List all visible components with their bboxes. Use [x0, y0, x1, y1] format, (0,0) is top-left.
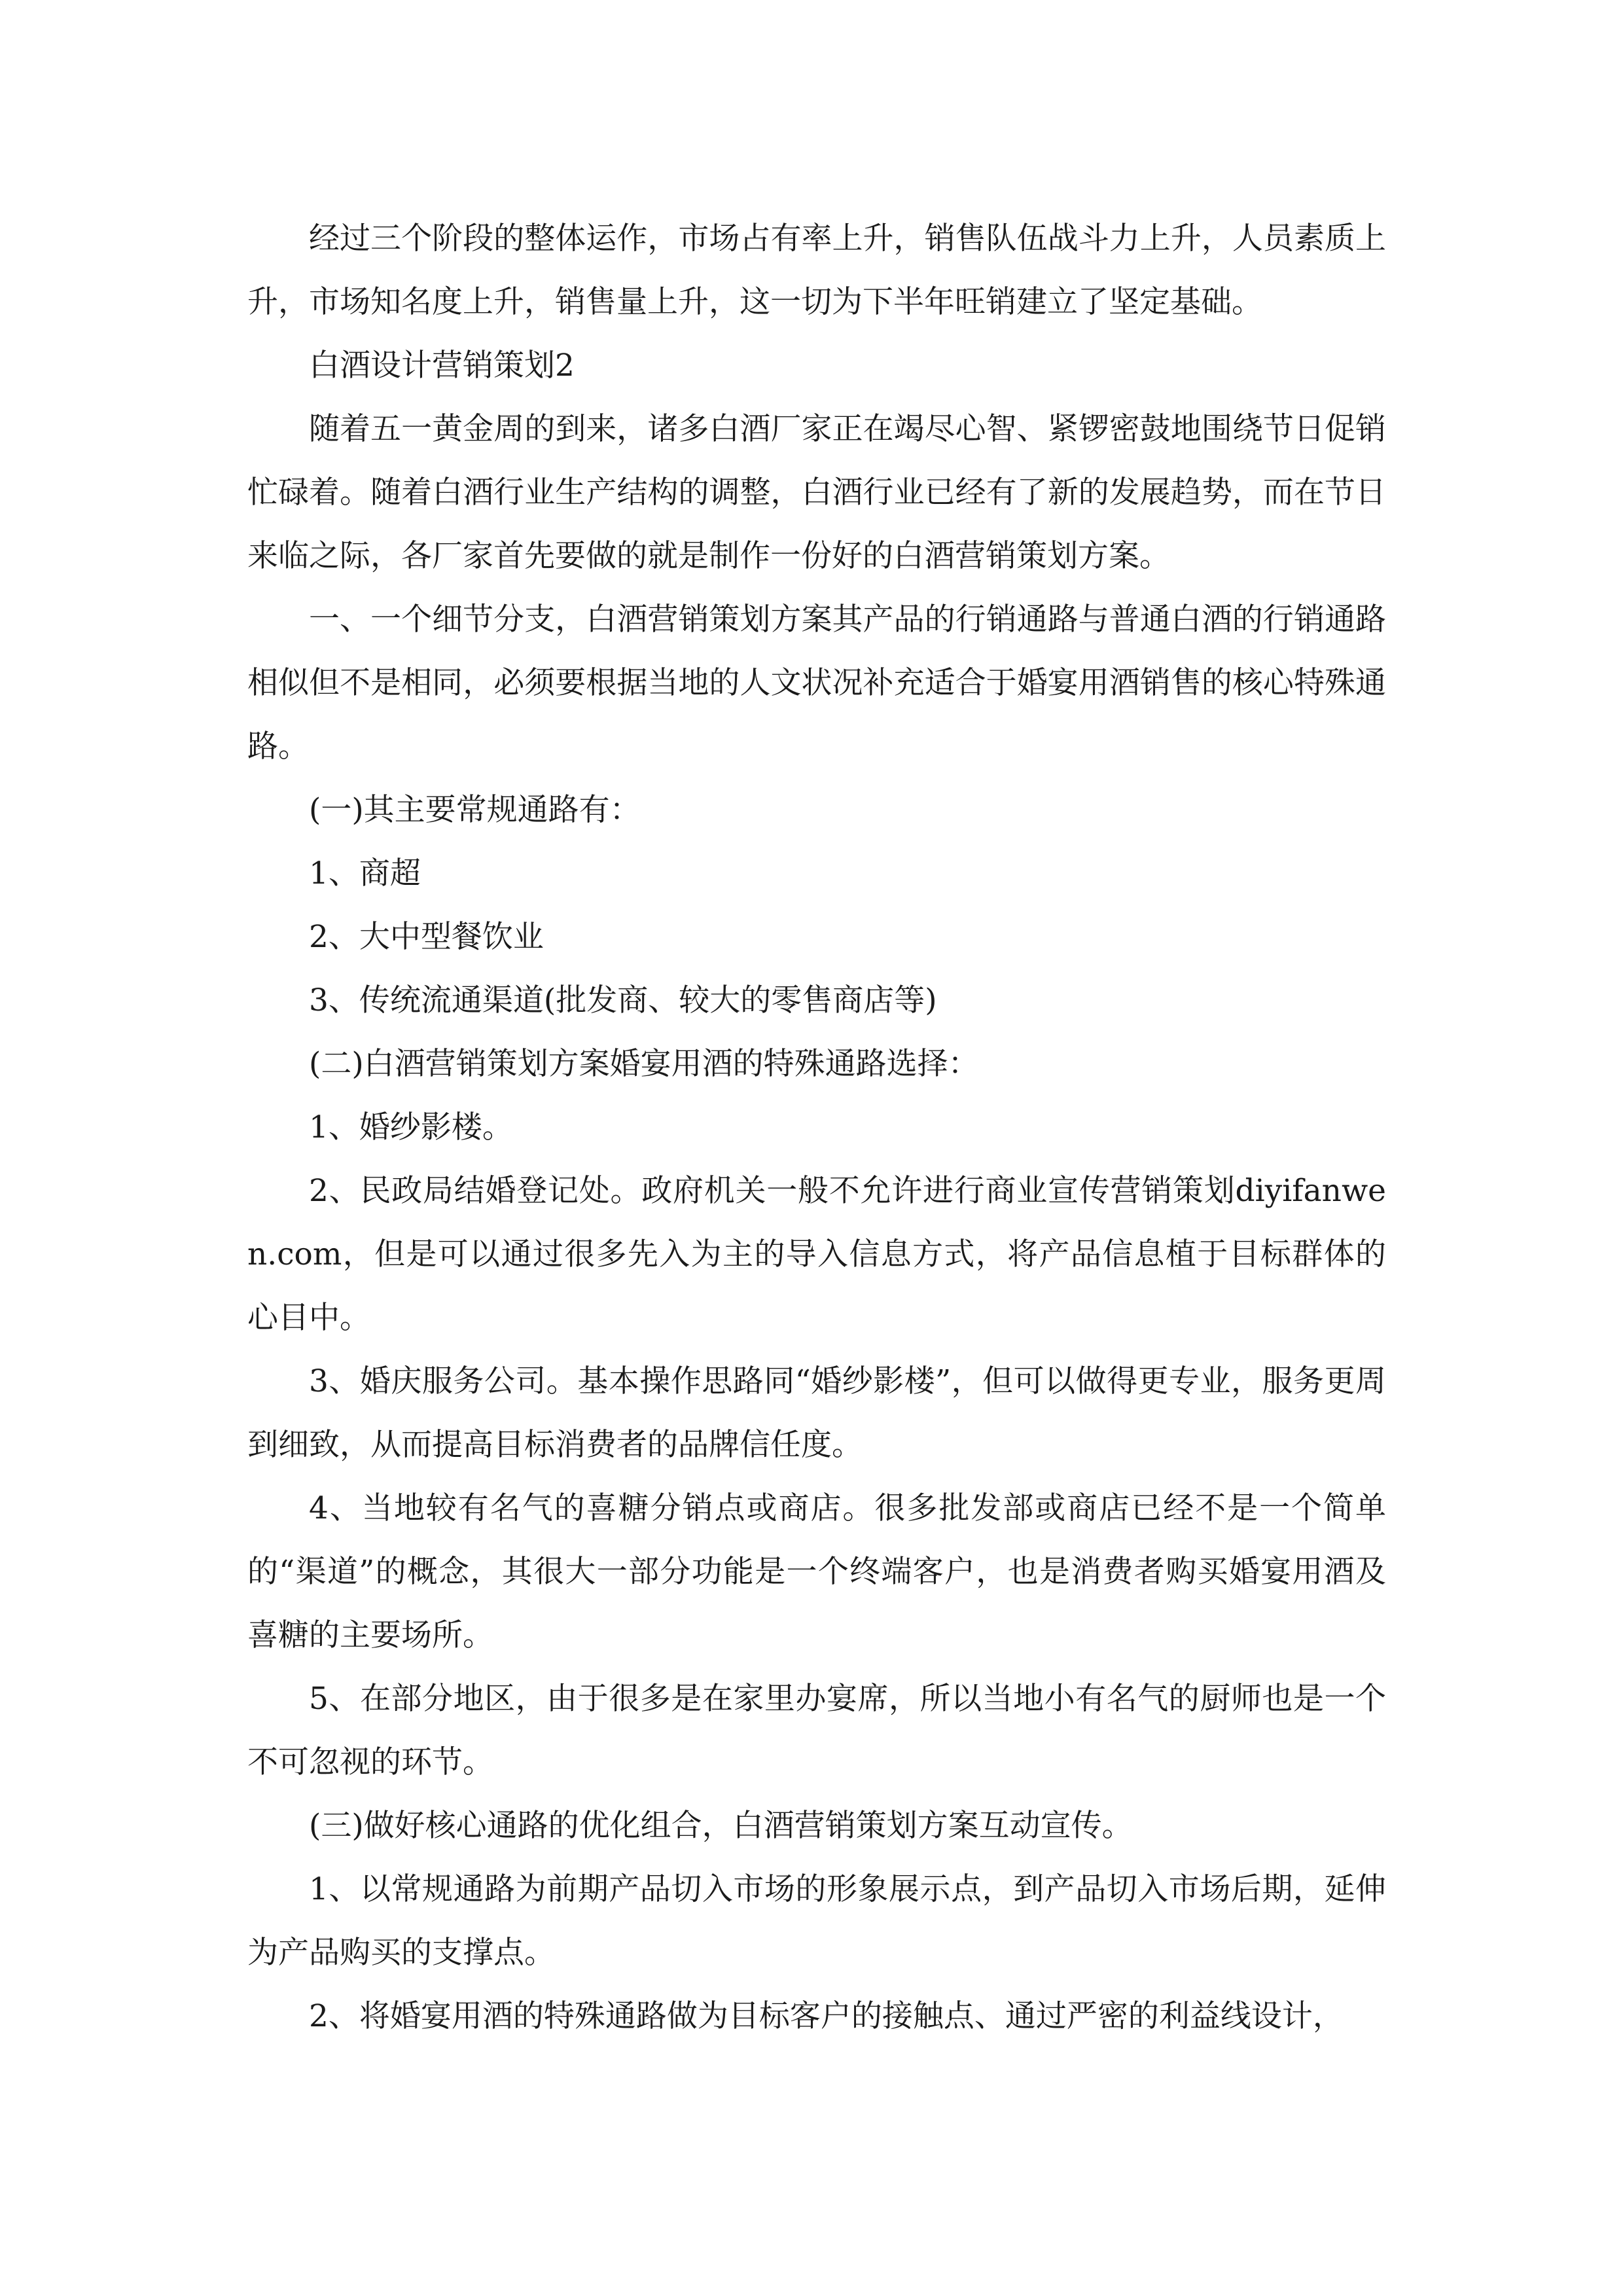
list-item: 1、商超 [309, 855, 421, 891]
list-item: 2、将婚宴用酒的特殊通路做为目标客户的接触点、通过严密的利益线设计， [309, 1998, 1344, 2034]
paragraph-summary: 经过三个阶段的整体运作，市场占有率上升，销售队伍战斗力上升，人员素质上升，市场知名度上升，销售量上升，这一切为下半年旺销建立了坚定基础。 [247, 221, 1386, 320]
subheading-optimization: (三)做好核心通路的优化组合，白酒营销策划方案互动宣传。 [309, 1808, 1133, 1844]
section-heading: 白酒设计营销策划2 [309, 348, 575, 384]
list-item: 1、以常规通路为前期产品切入市场的形象展示点，到产品切入市场后期，延伸为产品购买的支撑点。 [247, 1871, 1386, 1971]
paragraph-intro: 随着五一黄金周的到来，诸多白酒厂家正在竭尽心智、紧锣密鼓地围绕节日促销忙碌着。随着白酒行业生产结构的调整，白酒行业已经有了新的发展趋势，而在节日来临之际，各厂家首先要做的就是制作一份好的白酒营销策划方案。 [247, 411, 1386, 574]
list-item: 1、婚纱影楼。 [309, 1109, 513, 1145]
subheading-regular-channels: (一)其主要常规通路有： [309, 792, 641, 828]
paragraph-point-one: 一、一个细节分支，白酒营销策划方案其产品的行销通路与普通白酒的行销通路相似但不是相同，必须要根据当地的人文状况补充适合于婚宴用酒销售的核心特殊通路。 [247, 601, 1386, 764]
subheading-special-channels: (二)白酒营销策划方案婚宴用酒的特殊通路选择： [309, 1046, 979, 1082]
list-item: 2、大中型餐饮业 [309, 919, 544, 955]
list-item: 3、传统流通渠道(批发商、较大的零售商店等) [309, 982, 937, 1018]
list-item: 2、民政局结婚登记处。政府机关一般不允许进行商业宣传营销策划diyifanwen.com，但是可以通过很多先入为主的导入信息方式，将产品信息植于目标群体的心目中。 [247, 1173, 1386, 1336]
list-item: 3、婚庆服务公司。基本操作思路同“婚纱影楼”，但可以做得更专业，服务更周到细致，从而提高目标消费者的品牌信任度。 [247, 1363, 1386, 1463]
list-item: 5、在部分地区，由于很多是在家里办宴席，所以当地小有名气的厨师也是一个不可忽视的环节。 [247, 1681, 1386, 1780]
document-body [247, 207, 1386, 2048]
list-item: 4、当地较有名气的喜糖分销点或商店。很多批发部或商店已经不是一个简单的“渠道”的概念，其很大一部分功能是一个终端客户，也是消费者购买婚宴用酒及喜糖的主要场所。 [247, 1490, 1386, 1653]
